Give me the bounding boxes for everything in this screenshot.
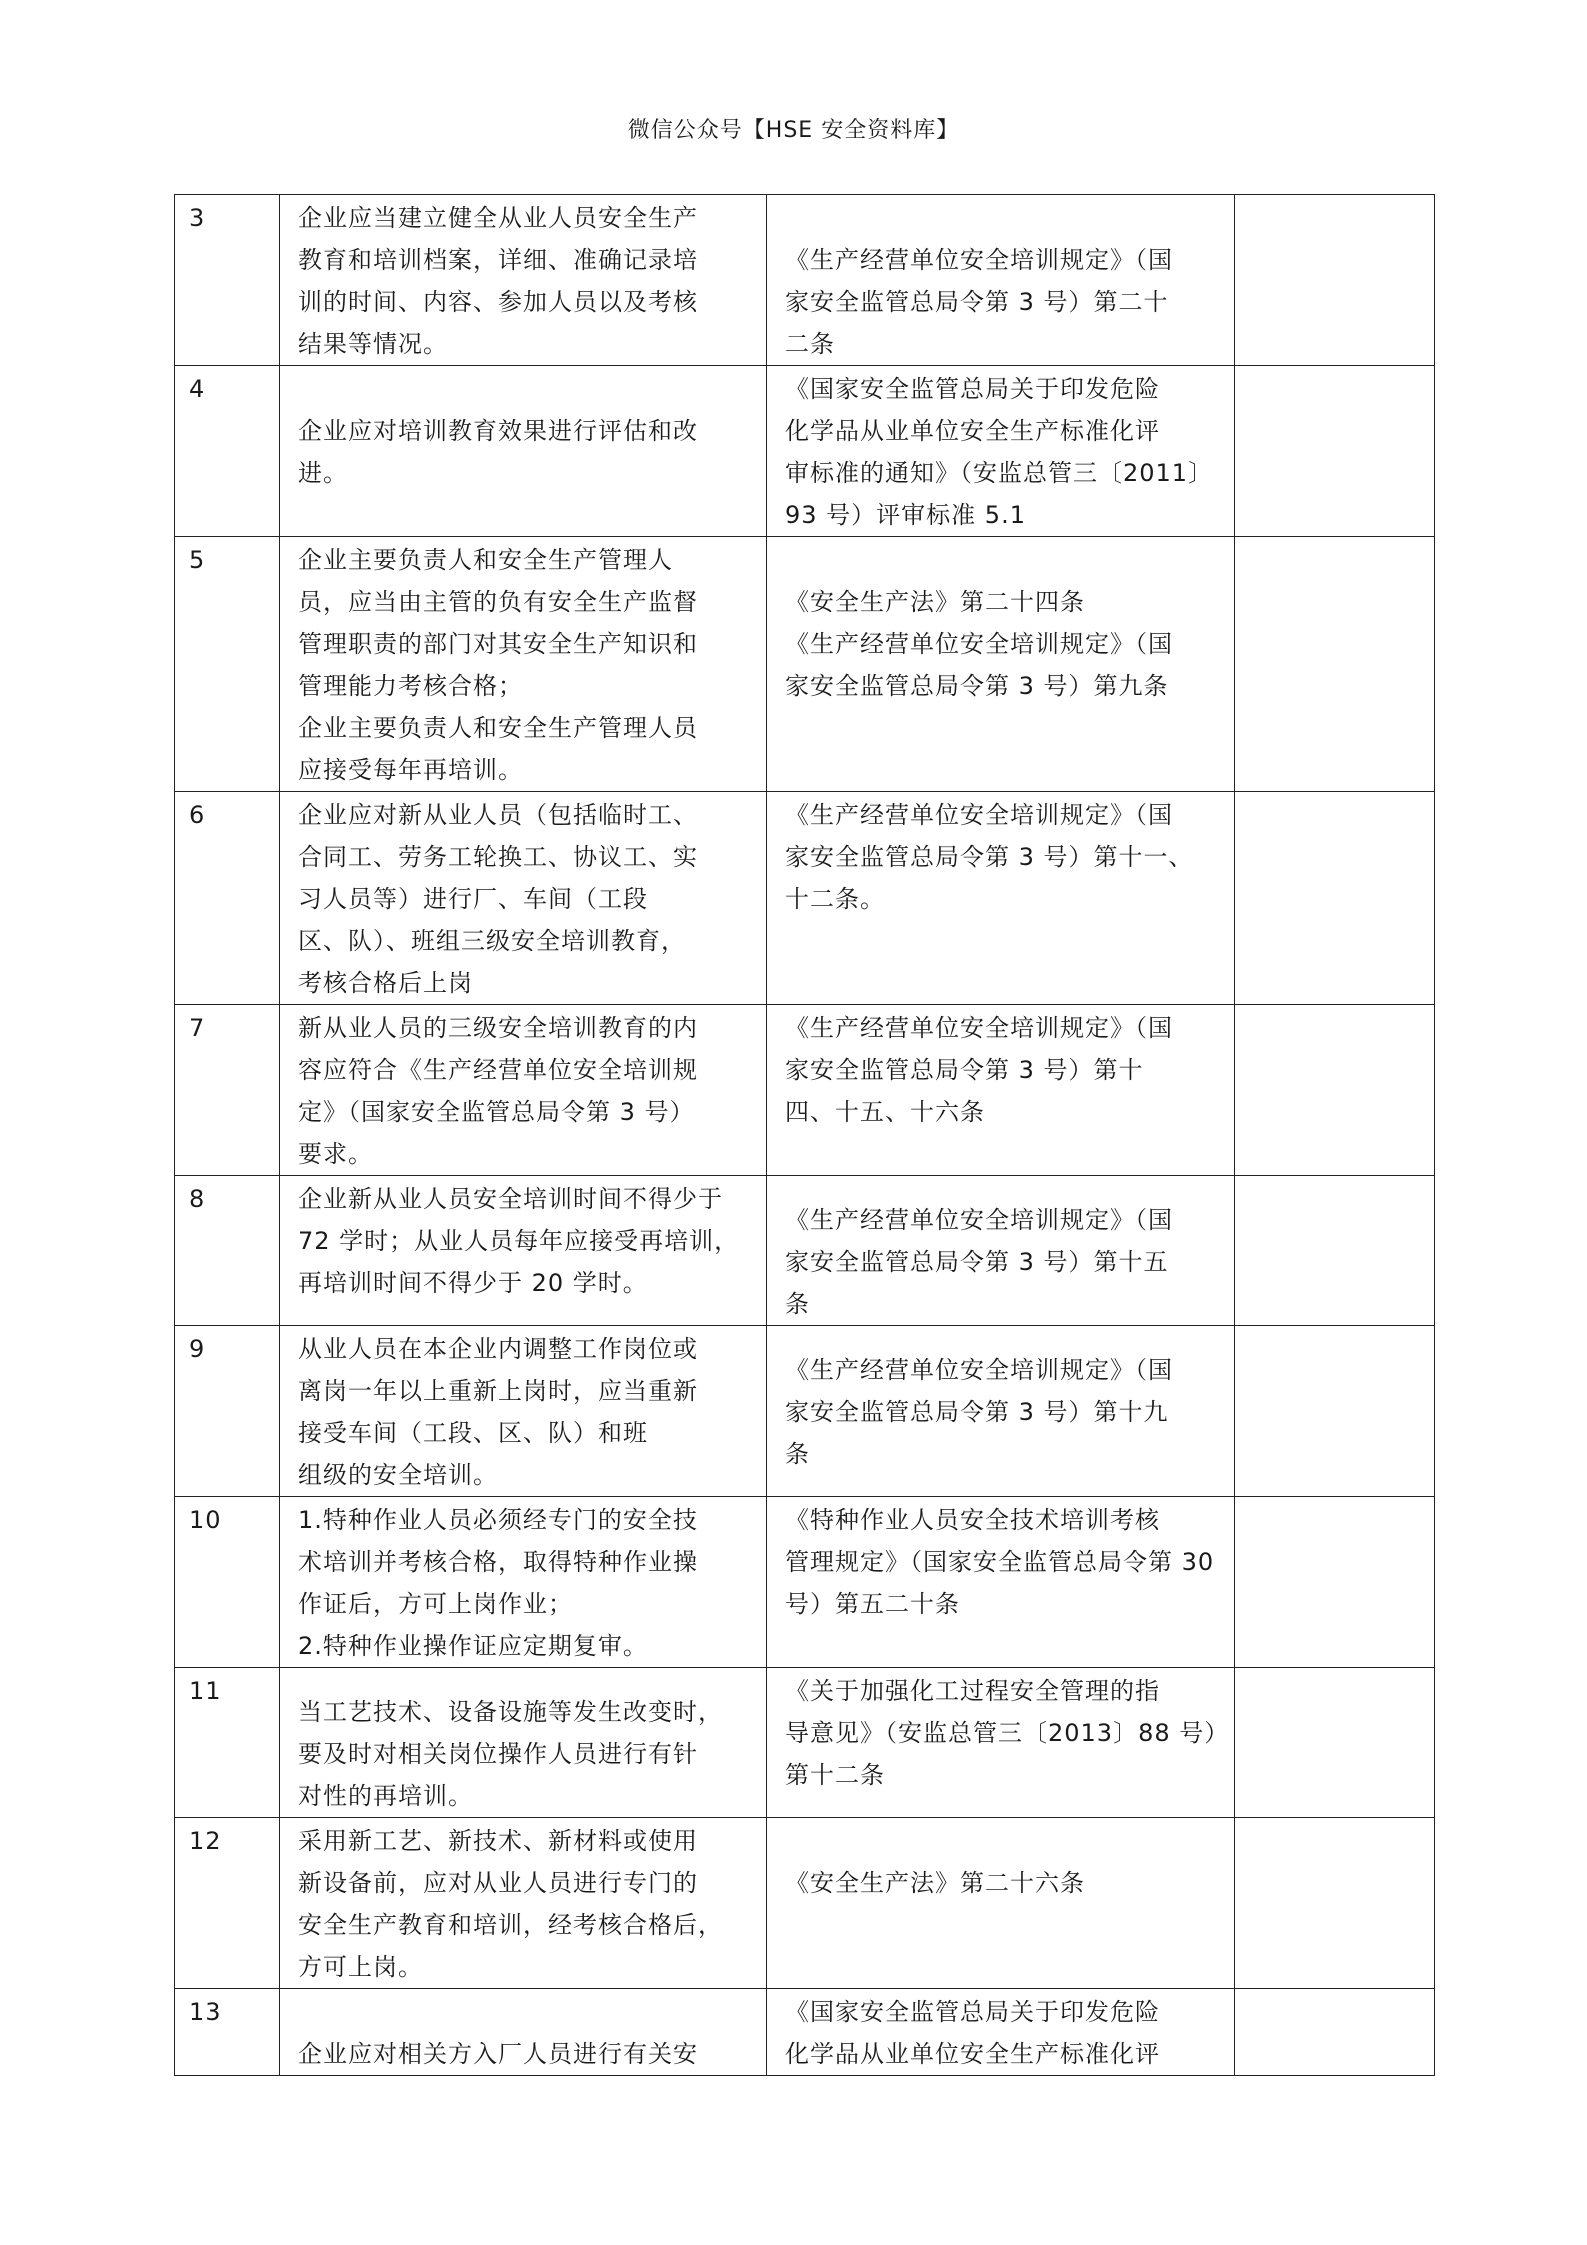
requirement-text-line: 容应符合《生产经营单位安全培训规: [298, 1056, 698, 1084]
requirement-text-line: 2.特种作业操作证应定期复审。: [298, 1632, 648, 1660]
requirement-text-line: 新从业人员的三级安全培训教育的内: [298, 1014, 698, 1042]
requirement-cell: [280, 1497, 767, 1668]
basis-cell: [767, 1668, 1235, 1818]
table-row: [175, 537, 1435, 792]
row-number-cell: [175, 1989, 280, 2076]
row-number: 9: [189, 1335, 206, 1363]
row-number-cell: [175, 792, 280, 1005]
requirement-cell: [280, 1005, 767, 1176]
row-number: 7: [189, 1014, 206, 1042]
requirement-text-line: 当工艺技术、设备设施等发生改变时，: [298, 1698, 723, 1726]
requirement-cell: [280, 1989, 767, 2076]
basis-text-line: 四、十五、十六条: [785, 1098, 985, 1126]
row-number: 5: [189, 546, 206, 574]
blank-cell: [1235, 366, 1435, 537]
row-number: 6: [189, 801, 206, 829]
requirement-text-line: 定》（国家安全监管总局令第 3 号）: [298, 1098, 695, 1126]
requirement-text-line: 员，应当由主管的负有安全生产监督: [298, 588, 698, 616]
table-row: [175, 1668, 1435, 1818]
page-header: 微信公众号【HSE 安全资料库】: [627, 118, 960, 143]
requirement-text-line: 合同工、劳务工轮换工、协议工、实: [298, 843, 698, 871]
requirement-cell: [280, 1668, 767, 1818]
requirement-text-line: 组级的安全培训。: [298, 1461, 498, 1489]
basis-text-line: 审标准的通知》（安监总管三〔2011〕: [785, 459, 1214, 487]
requirement-text-line: 管理职责的部门对其安全生产知识和: [298, 630, 698, 658]
basis-text-line: 《特种作业人员安全技术培训考核: [785, 1506, 1160, 1534]
table-row: [175, 1818, 1435, 1989]
requirement-cell: [280, 366, 767, 537]
row-number-cell: [175, 1326, 280, 1497]
requirement-text-line: 考核合格后上岗: [298, 969, 473, 997]
blank-cell: [1235, 1326, 1435, 1497]
table-row: [175, 366, 1435, 537]
basis-text-line: 十二条。: [785, 885, 885, 913]
requirement-text-line: 要求。: [298, 1140, 373, 1168]
basis-cell: [767, 1326, 1235, 1497]
basis-text-line: 《生产经营单位安全培训规定》（国: [785, 630, 1173, 658]
blank-cell: [1235, 195, 1435, 366]
requirement-text-line: 术培训并考核合格，取得特种作业操: [298, 1548, 698, 1576]
requirement-text-line: 从业人员在本企业内调整工作岗位或: [298, 1335, 698, 1363]
basis-text-line: 家安全监管总局令第 3 号）第二十: [785, 288, 1169, 316]
requirement-text-line: 进。: [298, 459, 348, 487]
row-number: 4: [189, 375, 206, 403]
requirement-text-line: 训的时间、内容、参加人员以及考核: [298, 288, 698, 316]
requirement-cell: [280, 792, 767, 1005]
basis-text-line: 条: [785, 1440, 810, 1468]
basis-text-line: 化学品从业单位安全生产标准化评: [785, 417, 1160, 445]
requirement-text-line: 习人员等）进行厂、车间（工段: [298, 885, 648, 913]
basis-text-line: 家安全监管总局令第 3 号）第十九: [785, 1398, 1169, 1426]
requirement-text-line: 企业新从业人员安全培训时间不得少于: [298, 1185, 723, 1213]
blank-cell: [1235, 1497, 1435, 1668]
table-row: [175, 1497, 1435, 1668]
basis-cell: [767, 1176, 1235, 1326]
basis-cell: [767, 366, 1235, 537]
basis-text-line: 《生产经营单位安全培训规定》（国: [785, 1014, 1173, 1042]
basis-text-line: 化学品从业单位安全生产标准化评: [785, 2040, 1160, 2068]
blank-cell: [1235, 1668, 1435, 1818]
basis-text-line: 家安全监管总局令第 3 号）第十: [785, 1056, 1144, 1084]
row-number: 13: [189, 1998, 222, 2026]
basis-cell: [767, 1497, 1235, 1668]
table-row: [175, 1176, 1435, 1326]
row-number-cell: [175, 1818, 280, 1989]
requirement-text-line: 教育和培训档案，详细、准确记录培: [298, 246, 698, 274]
requirement-text-line: 1.特种作业人员必须经专门的安全技: [298, 1506, 698, 1534]
row-number: 8: [189, 1185, 206, 1213]
basis-text-line: 管理规定》（国家安全监管总局令第 30: [785, 1548, 1215, 1576]
requirement-text-line: 企业应对相关方入厂人员进行有关安: [298, 2040, 698, 2068]
requirement-text-line: 企业应当建立健全从业人员安全生产: [298, 204, 698, 232]
basis-cell: [767, 792, 1235, 1005]
basis-text-line: 家安全监管总局令第 3 号）第九条: [785, 672, 1169, 700]
table-row: [175, 792, 1435, 1005]
requirement-text-line: 企业主要负责人和安全生产管理人员: [298, 714, 698, 742]
table-row: [175, 1989, 1435, 2076]
basis-text-line: 《生产经营单位安全培训规定》（国: [785, 1356, 1173, 1384]
blank-cell: [1235, 1989, 1435, 2076]
row-number: 10: [189, 1506, 222, 1534]
row-number-cell: [175, 1497, 280, 1668]
basis-text-line: 《生产经营单位安全培训规定》（国: [785, 246, 1173, 274]
requirement-text-line: 作证后，方可上岗作业；: [298, 1590, 573, 1618]
row-number: 12: [189, 1827, 222, 1855]
requirement-text-line: 要及时对相关岗位操作人员进行有针: [298, 1740, 698, 1768]
requirement-text-line: 管理能力考核合格；: [298, 672, 523, 700]
requirement-text-line: 企业应对培训教育效果进行评估和改: [298, 417, 698, 445]
basis-cell: [767, 1989, 1235, 2076]
basis-text-line: 二条: [785, 330, 835, 358]
table-row: [175, 1005, 1435, 1176]
basis-text-line: 《生产经营单位安全培训规定》（国: [785, 1206, 1173, 1234]
blank-cell: [1235, 1818, 1435, 1989]
basis-text-line: 第十二条: [785, 1761, 885, 1789]
row-number-cell: [175, 1668, 280, 1818]
requirement-text-line: 再培训时间不得少于 20 学时。: [298, 1269, 648, 1297]
basis-text-line: 《关于加强化工过程安全管理的指: [785, 1677, 1160, 1705]
requirement-cell: [280, 1176, 767, 1326]
table-row: [175, 1326, 1435, 1497]
blank-cell: [1235, 1176, 1435, 1326]
requirement-text-line: 接受车间（工段、区、队）和班: [298, 1419, 648, 1447]
basis-text-line: 《安全生产法》第二十四条: [785, 588, 1085, 616]
table-row: [175, 195, 1435, 366]
requirement-text-line: 72 学时；从业人员每年应接受再培训，: [298, 1227, 740, 1255]
regulation-table: [174, 194, 1435, 2076]
row-number-cell: [175, 537, 280, 792]
basis-cell: [767, 1818, 1235, 1989]
row-number-cell: [175, 1176, 280, 1326]
row-number-cell: [175, 366, 280, 537]
basis-text-line: 家安全监管总局令第 3 号）第十一、: [785, 843, 1194, 871]
basis-text-line: 《国家安全监管总局关于印发危险: [785, 375, 1160, 403]
requirement-cell: [280, 537, 767, 792]
basis-text-line: 93 号）评审标准 5.1: [785, 501, 1026, 529]
basis-text-line: 家安全监管总局令第 3 号）第十五: [785, 1248, 1169, 1276]
requirement-cell: [280, 195, 767, 366]
requirement-text-line: 企业应对新从业人员（包括临时工、: [298, 801, 698, 829]
requirement-text-line: 对性的再培训。: [298, 1782, 473, 1810]
requirement-cell: [280, 1326, 767, 1497]
requirement-text-line: 新设备前，应对从业人员进行专门的: [298, 1869, 698, 1897]
basis-text-line: 《国家安全监管总局关于印发危险: [785, 1998, 1160, 2026]
requirement-text-line: 结果等情况。: [298, 330, 448, 358]
requirement-text-line: 方可上岗。: [298, 1953, 423, 1981]
basis-cell: [767, 537, 1235, 792]
basis-text-line: 《生产经营单位安全培训规定》（国: [785, 801, 1173, 829]
basis-cell: [767, 1005, 1235, 1176]
requirement-text-line: 区、队）、班组三级安全培训教育，: [298, 927, 686, 955]
basis-text-line: 导意见》（安监总管三〔2013〕88 号）: [785, 1719, 1230, 1747]
row-number: 3: [189, 204, 206, 232]
basis-text-line: 号）第五二十条: [785, 1590, 960, 1618]
row-number-cell: [175, 195, 280, 366]
basis-text-line: 《安全生产法》第二十六条: [785, 1869, 1085, 1897]
requirement-text-line: 企业主要负责人和安全生产管理人: [298, 546, 673, 574]
row-number: 11: [189, 1677, 222, 1705]
blank-cell: [1235, 792, 1435, 1005]
blank-cell: [1235, 537, 1435, 792]
requirement-text-line: 采用新工艺、新技术、新材料或使用: [298, 1827, 698, 1855]
basis-cell: [767, 195, 1235, 366]
requirement-text-line: 离岗一年以上重新上岗时，应当重新: [298, 1377, 698, 1405]
requirement-cell: [280, 1818, 767, 1989]
blank-cell: [1235, 1005, 1435, 1176]
requirement-text-line: 安全生产教育和培训，经考核合格后，: [298, 1911, 723, 1939]
requirement-text-line: 应接受每年再培训。: [298, 756, 523, 784]
basis-text-line: 条: [785, 1290, 810, 1318]
row-number-cell: [175, 1005, 280, 1176]
